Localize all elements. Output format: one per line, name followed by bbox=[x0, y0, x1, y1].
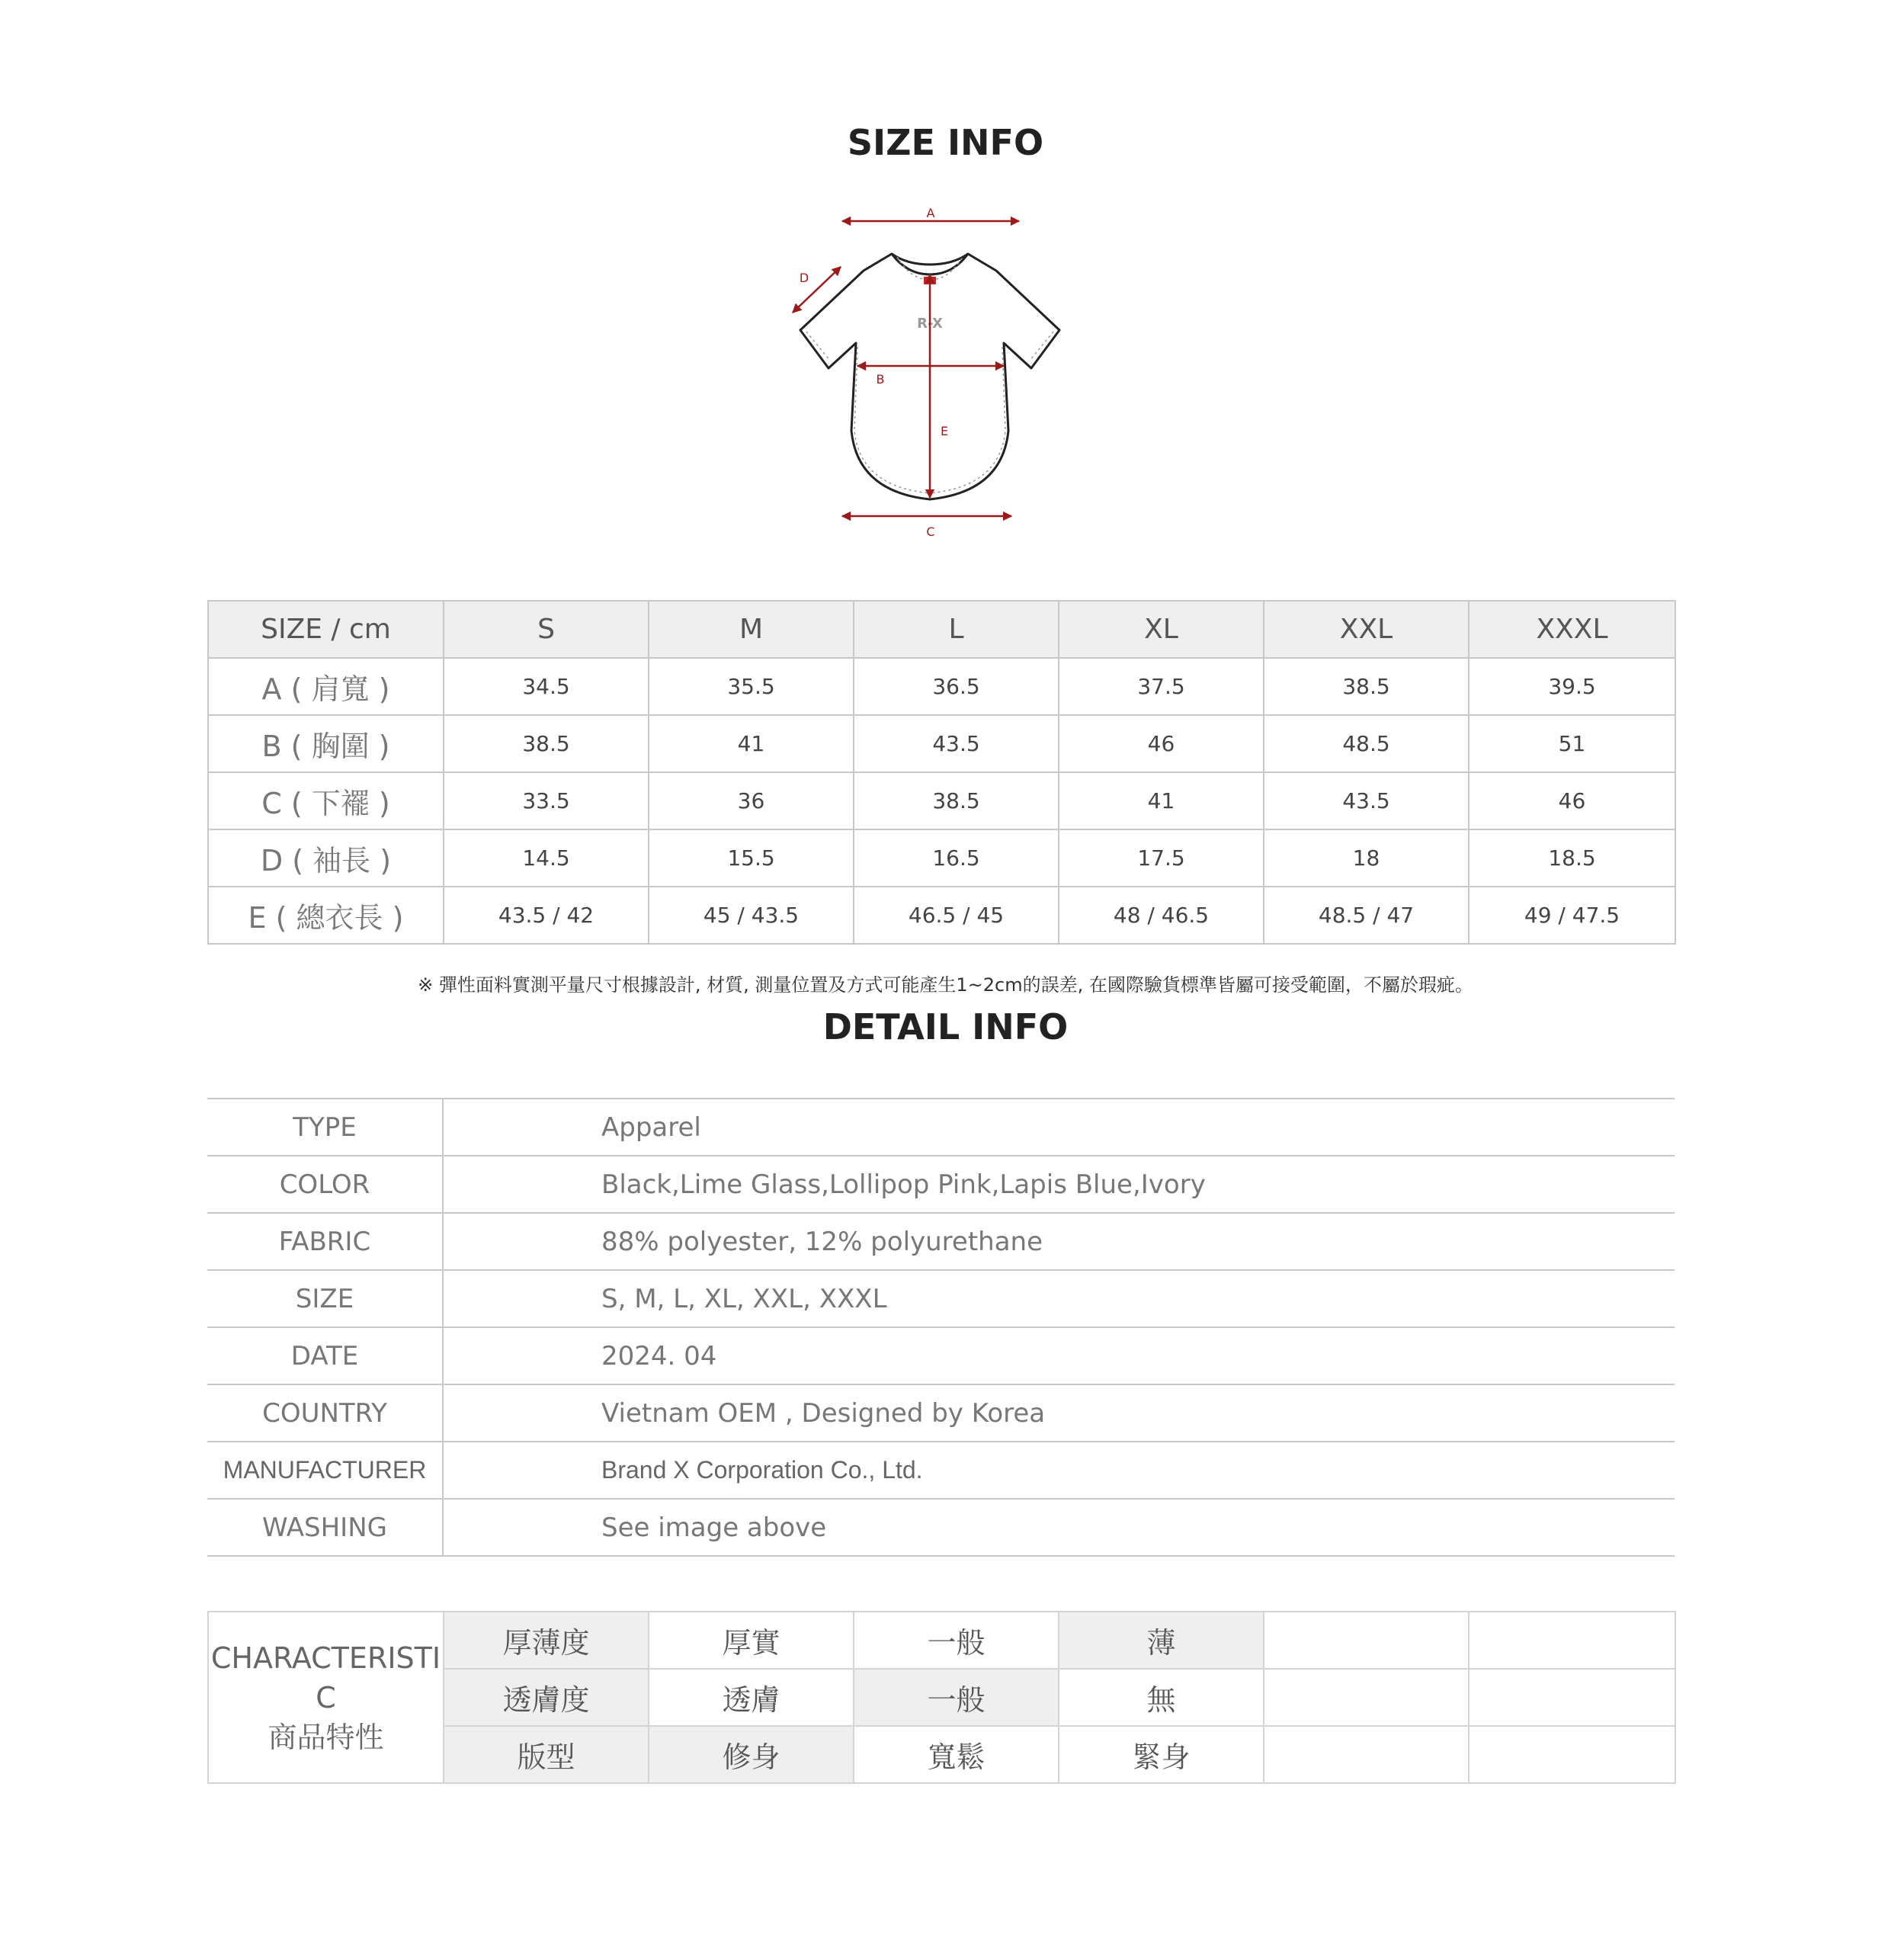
size-value: 46 bbox=[1469, 772, 1675, 829]
size-header-cell: L bbox=[854, 601, 1059, 658]
size-header-cell: XL bbox=[1059, 601, 1264, 658]
detail-row bbox=[207, 1213, 1675, 1270]
empty-cell bbox=[1264, 1669, 1469, 1726]
empty-cell bbox=[1469, 1669, 1675, 1726]
detail-value: 2024. 04 bbox=[443, 1327, 1675, 1384]
size-table-row bbox=[208, 829, 1675, 887]
size-value: 14.5 bbox=[444, 829, 649, 887]
size-table-row bbox=[208, 772, 1675, 829]
size-value: 43.5 bbox=[1264, 772, 1469, 829]
size-value: 15.5 bbox=[649, 829, 854, 887]
detail-row bbox=[207, 1442, 1675, 1499]
size-value: 17.5 bbox=[1059, 829, 1264, 887]
measurement-label: E ( 總衣長 ) bbox=[208, 887, 444, 944]
size-value: 41 bbox=[1059, 772, 1264, 829]
size-header-cell: XXXL bbox=[1469, 601, 1675, 658]
size-value: 48.5 bbox=[1264, 715, 1469, 772]
size-table-row bbox=[208, 658, 1675, 715]
label-a: A bbox=[926, 206, 935, 220]
label-b: B bbox=[876, 372, 885, 387]
characteristic-label-en: CHARACTERISTI bbox=[210, 1641, 441, 1675]
size-value: 38.5 bbox=[854, 772, 1059, 829]
detail-value: See image above bbox=[443, 1499, 1675, 1556]
detail-label: SIZE bbox=[207, 1270, 443, 1327]
empty-cell bbox=[1469, 1726, 1675, 1783]
measurement-label: A ( 肩寬 ) bbox=[208, 658, 444, 715]
size-value: 35.5 bbox=[649, 658, 854, 715]
size-value: 18 bbox=[1264, 829, 1469, 887]
size-table bbox=[207, 600, 1676, 945]
detail-label: TYPE bbox=[207, 1099, 443, 1156]
characteristic-option-selected: 一般 bbox=[854, 1669, 1059, 1726]
size-value: 49 / 47.5 bbox=[1469, 887, 1675, 944]
detail-info-title: DETAIL INFO bbox=[822, 1006, 1069, 1047]
detail-label: DATE bbox=[207, 1327, 443, 1384]
characteristic-option-selected: 修身 bbox=[649, 1726, 854, 1783]
characteristic-name: 厚薄度 bbox=[444, 1612, 649, 1669]
size-value: 43.5 / 42 bbox=[444, 887, 649, 944]
empty-cell bbox=[1264, 1612, 1469, 1669]
detail-table bbox=[207, 1098, 1675, 1557]
detail-row bbox=[207, 1327, 1675, 1384]
characteristic-label-zh: 商品特性 bbox=[268, 1720, 384, 1754]
label-c: C bbox=[926, 524, 935, 539]
detail-value: Apparel bbox=[443, 1099, 1675, 1156]
detail-value: S, M, L, XL, XXL, XXXL bbox=[443, 1270, 1675, 1327]
measurement-note: ※ 彈性面料實測平量尺寸根據設計, 材質, 測量位置及方式可能產生1~2cm的誤差, 在國際驗貨標準皆屬可接受範圍，不屬於瑕疵。 bbox=[418, 974, 1473, 996]
detail-label: COUNTRY bbox=[207, 1384, 443, 1442]
characteristic-option: 透膚 bbox=[649, 1669, 854, 1726]
size-info-title: SIZE INFO bbox=[847, 122, 1044, 163]
detail-label: WASHING bbox=[207, 1499, 443, 1556]
detail-row bbox=[207, 1099, 1675, 1156]
size-table-row bbox=[208, 887, 1675, 944]
size-table-header-row bbox=[208, 601, 1675, 658]
characteristic-name: 版型 bbox=[444, 1726, 649, 1783]
label-d: D bbox=[799, 271, 809, 285]
empty-cell bbox=[1469, 1612, 1675, 1669]
svg-text:R-X: R-X bbox=[917, 316, 943, 332]
size-value: 38.5 bbox=[1264, 658, 1469, 715]
measurement-label: C ( 下襬 ) bbox=[208, 772, 444, 829]
size-value: 36 bbox=[649, 772, 854, 829]
characteristic-option: 無 bbox=[1059, 1669, 1264, 1726]
detail-value: Vietnam OEM , Designed by Korea bbox=[443, 1384, 1675, 1442]
characteristic-option: 一般 bbox=[854, 1612, 1059, 1669]
size-header-cell: S bbox=[444, 601, 649, 658]
size-header-cell: SIZE / cm bbox=[208, 601, 444, 658]
size-value: 48 / 46.5 bbox=[1059, 887, 1264, 944]
detail-value: 88% polyester, 12% polyurethane bbox=[443, 1213, 1675, 1270]
characteristic-row bbox=[208, 1612, 1675, 1669]
characteristic-name: 透膚度 bbox=[444, 1669, 649, 1726]
size-value: 18.5 bbox=[1469, 829, 1675, 887]
size-value: 36.5 bbox=[854, 658, 1059, 715]
size-value: 46 bbox=[1059, 715, 1264, 772]
size-table-row bbox=[208, 715, 1675, 772]
size-value: 48.5 / 47 bbox=[1264, 887, 1469, 944]
tshirt-measurement-diagram bbox=[781, 194, 1109, 553]
size-value: 16.5 bbox=[854, 829, 1059, 887]
size-value: 37.5 bbox=[1059, 658, 1264, 715]
empty-cell bbox=[1264, 1726, 1469, 1783]
size-value: 39.5 bbox=[1469, 658, 1675, 715]
size-value: 51 bbox=[1469, 715, 1675, 772]
characteristic-label-en-2: C bbox=[316, 1680, 336, 1715]
characteristic-option: 寬鬆 bbox=[854, 1726, 1059, 1783]
characteristic-label bbox=[208, 1612, 444, 1783]
size-value: 45 / 43.5 bbox=[649, 887, 854, 944]
size-value: 34.5 bbox=[444, 658, 649, 715]
characteristic-option: 厚實 bbox=[649, 1612, 854, 1669]
measurement-label: D ( 袖長 ) bbox=[208, 829, 444, 887]
size-value: 43.5 bbox=[854, 715, 1059, 772]
characteristic-option: 緊身 bbox=[1059, 1726, 1264, 1783]
size-value: 38.5 bbox=[444, 715, 649, 772]
detail-value: Black,Lime Glass,Lollipop Pink,Lapis Blue,Ivory bbox=[443, 1156, 1675, 1213]
size-value: 41 bbox=[649, 715, 854, 772]
detail-row bbox=[207, 1156, 1675, 1213]
size-header-cell: XXL bbox=[1264, 601, 1469, 658]
size-value: 46.5 / 45 bbox=[854, 887, 1059, 944]
detail-row bbox=[207, 1499, 1675, 1556]
size-header-cell: M bbox=[649, 601, 854, 658]
detail-row bbox=[207, 1270, 1675, 1327]
characteristic-table bbox=[207, 1611, 1676, 1784]
size-value: 33.5 bbox=[444, 772, 649, 829]
detail-label: FABRIC bbox=[207, 1213, 443, 1270]
detail-value: Brand X Corporation Co., Ltd. bbox=[443, 1442, 1675, 1499]
measurement-label: B ( 胸圍 ) bbox=[208, 715, 444, 772]
label-e: E bbox=[940, 424, 949, 438]
characteristic-option-selected: 薄 bbox=[1059, 1612, 1264, 1669]
detail-label: COLOR bbox=[207, 1156, 443, 1213]
detail-row bbox=[207, 1384, 1675, 1442]
detail-label: MANUFACTURER bbox=[207, 1442, 443, 1499]
